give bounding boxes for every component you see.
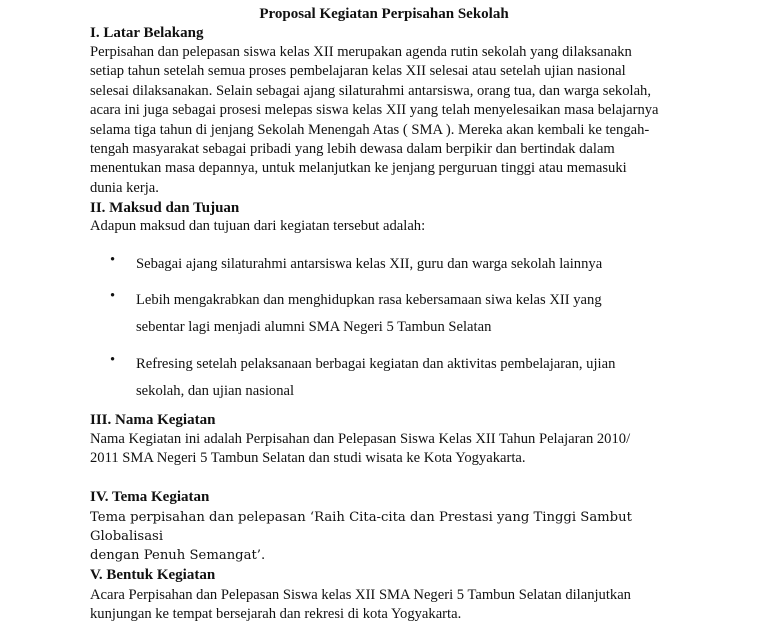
paragraph-line: Nama Kegiatan ini adalah Perpisahan dan Pelepasan Siswa Kelas XII Tahun Pelajaran 2010/ <box>90 431 631 447</box>
bullet-icon: • <box>110 252 116 268</box>
paragraph-maksud-intro: Adapun maksud dan tujuan dari kegiatan tersebut adalah: <box>90 218 426 234</box>
paragraph-line: kunjungan ke tempat bersejarah dan rekresi di kota Yogyakarta. <box>90 606 462 623</box>
section-heading-bentuk-kegiatan: V. Bentuk Kegiatan <box>90 567 216 583</box>
paragraph-line: dengan Penuh Semangat’. <box>90 548 266 563</box>
paragraph-line: menentukan masa depannya, untuk melanjutkan ke jenjang perguruan tinggi atau memasuki <box>90 160 627 177</box>
paragraph-line: Acara Perpisahan dan Pelepasan Siswa kelas XII SMA Negeri 5 Tambun Selatan dilanjutkan <box>90 587 631 603</box>
paragraph-line: acara ini juga sebagai prosesi melepas siswa kelas XII yang telah menyelesaikan masa belajarnya <box>90 102 659 119</box>
paragraph-tema-kegiatan <box>90 508 690 565</box>
paragraph-line: setiap tahun setelah semua proses pembelajaran kelas XII selesai atau setelah ujian nasional <box>90 63 626 80</box>
bullet-icon: • <box>110 352 116 368</box>
paragraph-line: dunia kerja. <box>90 179 159 196</box>
list-item-line: Lebih mengakrabkan dan menghidupkan rasa kebersamaan siwa kelas XII yang <box>136 292 602 308</box>
paragraph-line: tengah masyarakat sebagai pribadi yang lebih dewasa dalam berpikir dan bertindak dalam <box>90 141 615 158</box>
list-item-line: sekolah, dan ujian nasional <box>136 383 295 399</box>
bullet-icon: • <box>110 288 116 304</box>
section-heading-tema-kegiatan: IV. Tema Kegiatan <box>90 489 210 505</box>
paragraph-line: Perpisahan dan pelepasan siswa kelas XII merupakan agenda rutin sekolah yang dilaksanakn <box>90 44 632 60</box>
paragraph-line: selama tiga tahun di jenjang Sekolah Menengah Atas ( SMA ). Mereka akan kembali ke tengah- <box>90 121 650 138</box>
list-item <box>110 287 666 341</box>
list-item-line: Refresing setelah pelaksanaan berbagai kegiatan dan aktivitas pembelajaran, ujian <box>136 356 616 372</box>
paragraph-line: selesai dilaksanakan. Selain sebagai ajang silaturahmi antarsiswa, orang tua, dan warga sekolah, <box>90 82 651 99</box>
paragraph-latar-belakang <box>90 43 690 198</box>
section-heading-latar-belakang: I. Latar Belakang <box>90 25 204 41</box>
list-item <box>110 251 666 278</box>
document-title: Proposal Kegiatan Perpisahan Sekolah <box>259 6 509 22</box>
paragraph-line: Tema perpisahan dan pelepasan ‘Raih Cita-cita dan Prestasi yang Tinggi Sambut Globalisasi <box>90 510 632 544</box>
section-heading-nama-kegiatan: III. Nama Kegiatan <box>90 412 216 428</box>
list-item-line: Sebagai ajang silaturahmi antarsiswa kelas XII, guru dan warga sekolah lainnya <box>136 256 603 272</box>
list-item <box>110 351 666 405</box>
paragraph-line: 2011 SMA Negeri 5 Tambun Selatan dan studi wisata ke Kota Yogyakarta. <box>90 450 526 467</box>
paragraph-nama-kegiatan <box>90 430 690 469</box>
paragraph-bentuk-kegiatan <box>90 586 690 625</box>
section-heading-maksud-tujuan: II. Maksud dan Tujuan <box>90 200 240 216</box>
list-item-line: sebentar lagi menjadi alumni SMA Negeri 5 Tambun Selatan <box>136 319 492 335</box>
